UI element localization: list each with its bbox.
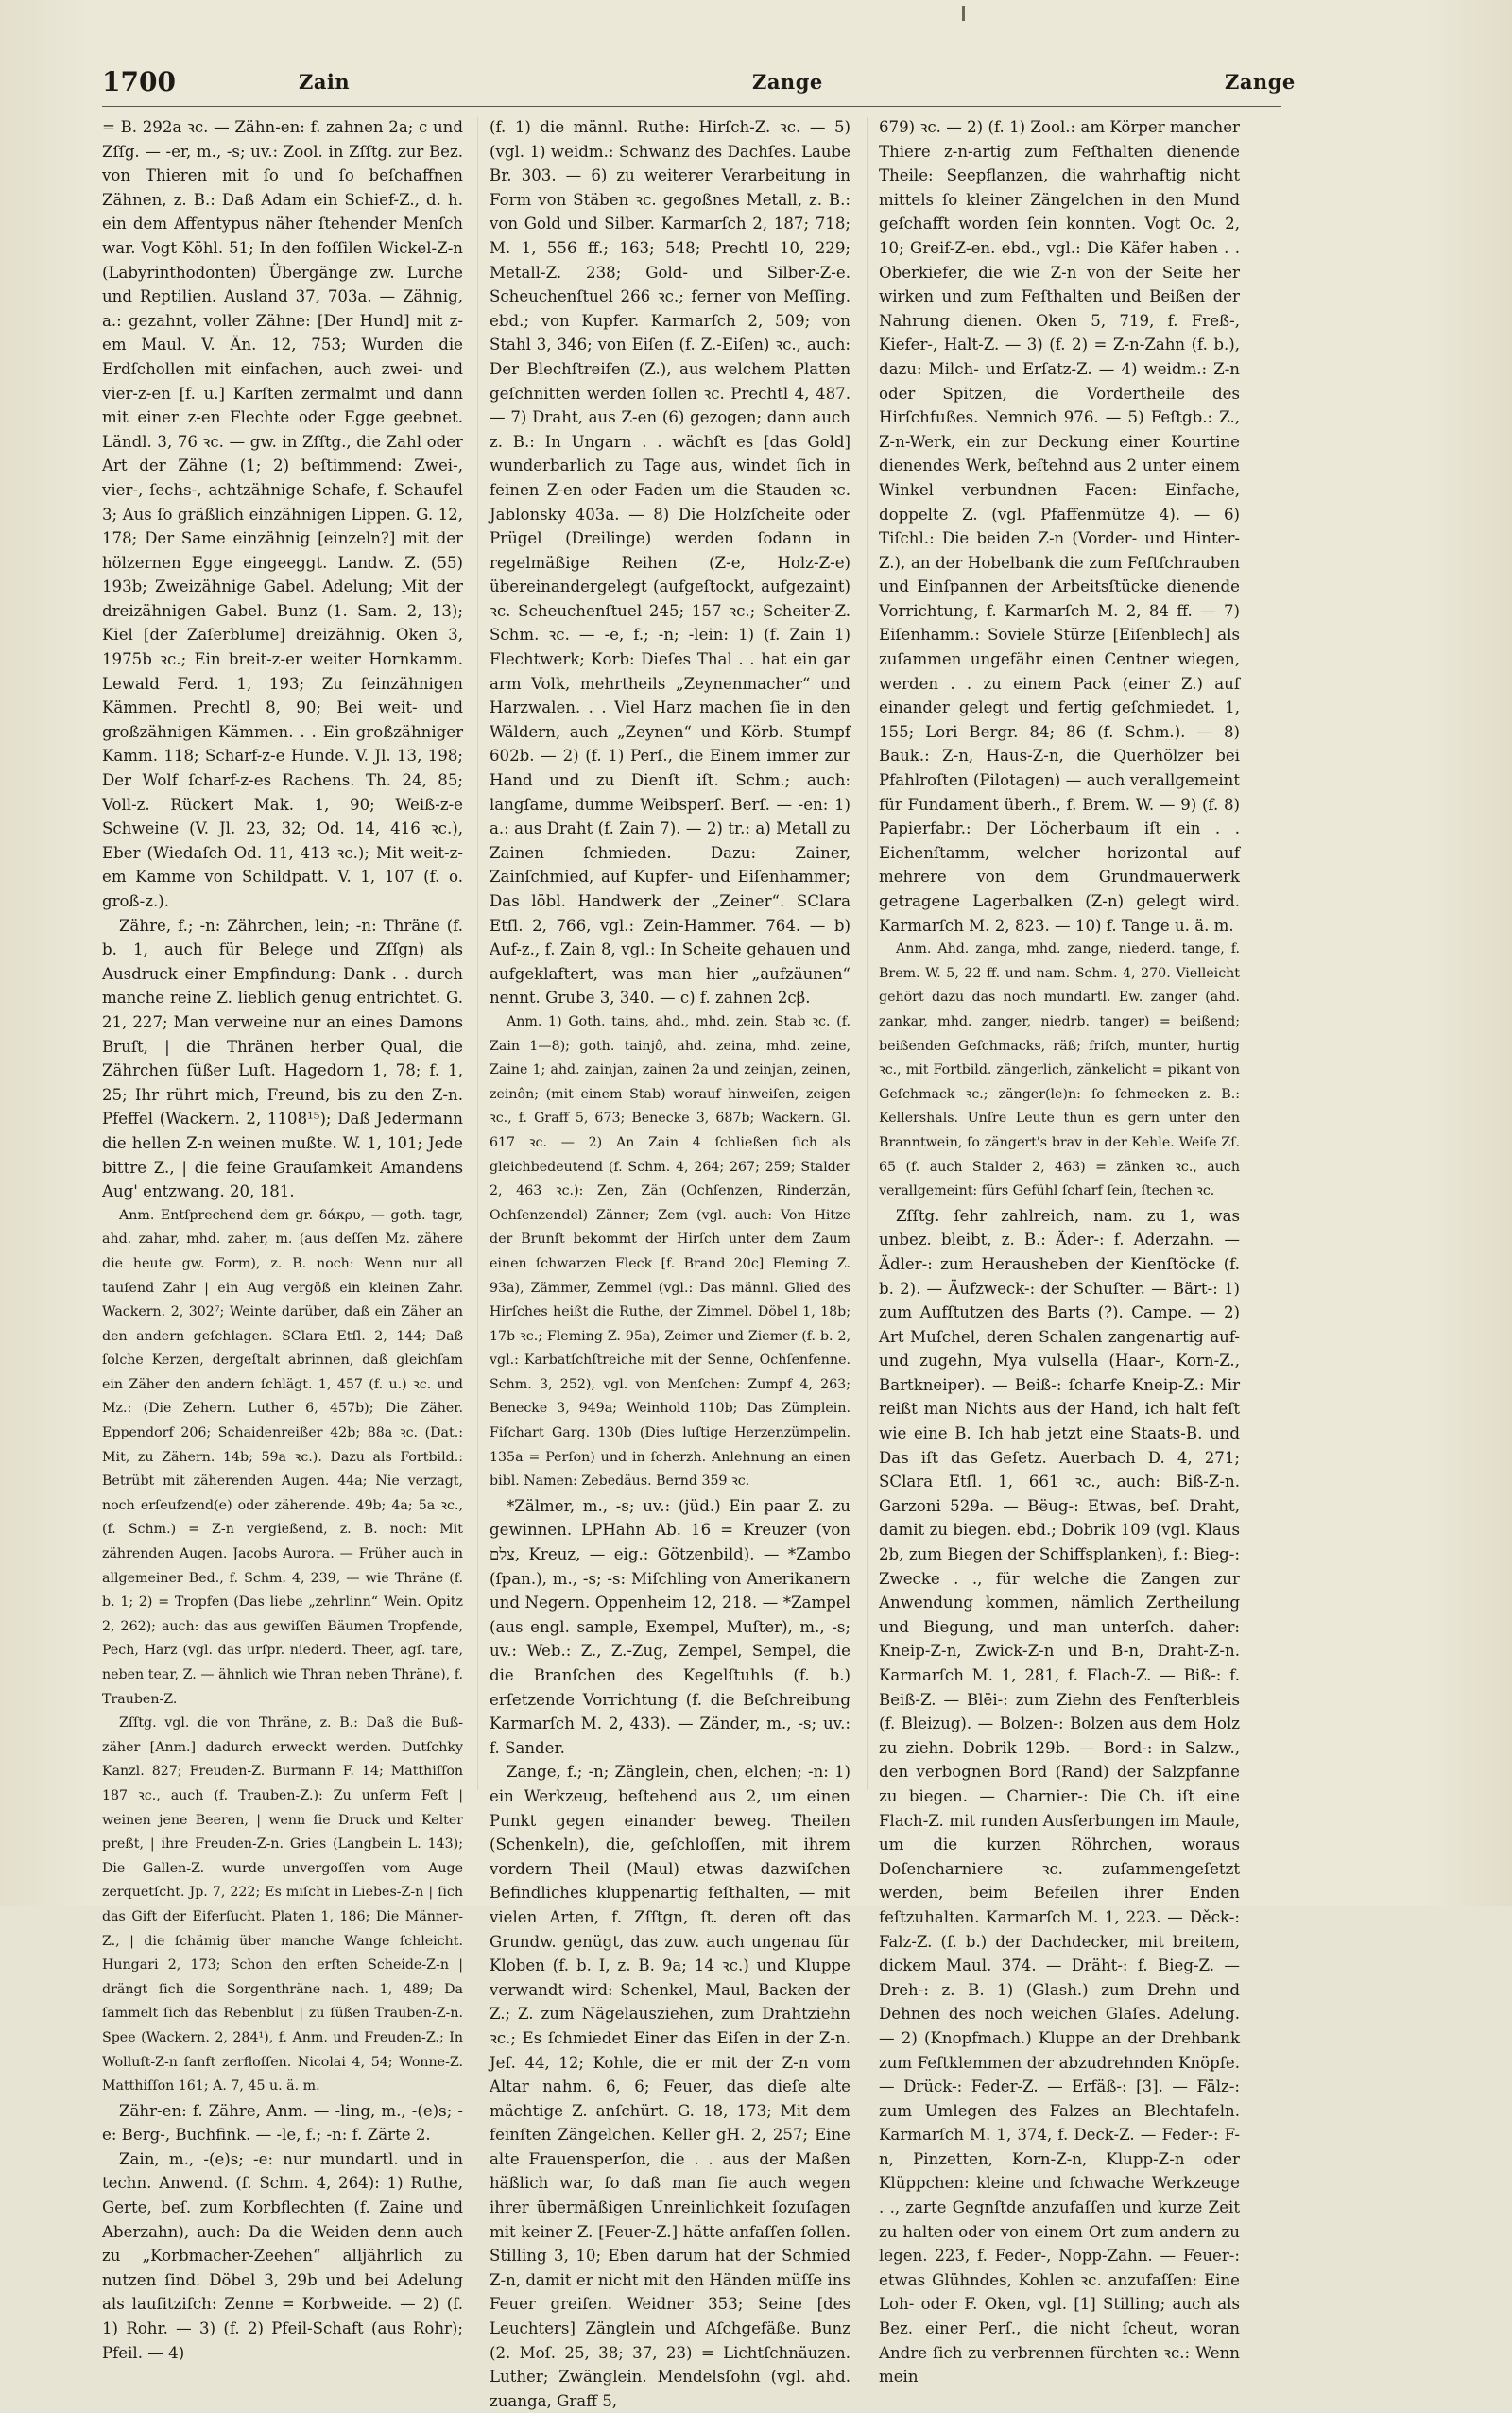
right-headword: Zange (1225, 70, 1296, 94)
column-left (102, 115, 463, 2362)
column-divider (867, 117, 868, 1790)
note-zange: Anm. Ahd. zanga, mhd. zange, niederd. tange, f. Brem. W. 5, 22 ff. und nam. Schm. 4, 270. Vielleicht gehört dazu das noch mundartl. Ew. zanger (ahd. zankar, mhd. zanger, niedrb. tanger) = beißend; beißenden Geſchmacks, räß; friſch, munter, hurtig ꝛc., mit Fortbild. zängerlich, zänkelicht = pikant von Geſchmack ꝛc.; zänger(le)n: ſo ſchmecken z. B.: Kellershals. Unſre Leute thun es gern unter den Branntwein, ſo zängert's brav in der Kehle. Weiſe Zſ. 65 (f. auch Stalder 2, 463) = zänken ꝛc., auch verallgemeint: fürs Gefühl ſcharf ſein, ſtechen ꝛc. (879, 941, 1240, 1199)
column-right (879, 115, 1240, 2387)
column-middle (490, 115, 850, 2410)
header-rule (102, 106, 1281, 107)
entry-zaehre: Zähre, f.; -n: Zährchen, lein; -n: Thräne (f. b. 1, auch für Belege und Zſſgn) als Ausdruck einer Empfindung: Dank . . durch manche reine Z. lieblich genug entrichtet. G. 21, 227; Man verweine nur an eines Damons Bruſt, | die Thränen herber Qual, die Zährchen ſüßer Luſt. Hagedorn 1, 78; f. 1, 25; Ihr rührt mich, Freund, bis zu den Z-n. Pfeffel (Wackern. 2, 1108¹⁵); Daß Jedermann die hellen Z-n weinen mußte. W. 1, 101; Jede bittre Z., | die feine Grauſamkeit Amandens Aug' entzwang. 20, 181. (102, 916, 463, 1201)
center-headword: Zange (752, 70, 823, 94)
note-zain: Anm. 1) Goth. tains, ahd., mhd. zein, Stab ꝛc. (f. Zain 1—8); goth. tainjô, ahd. zeina, mhd. zeine, Zaine 1; ahd. zainjan, zainen 2a und zeinjan, zeinen, zeinôn; (mit einem Stab) worauf hinweiſen, zeigen ꝛc., f. Graff 5, 673; Benecke 3, 687b; Wackern. Gl. 617 ꝛc. — 2) An Zain 4 ſchließen ſich als gleichbedeutend (f. Schm. 4, 264; 267; 259; Stalder 2, 463 ꝛc.): Zen, Zän (Ochſenzen, Rinderzän, Ochſenzendel) Zänner; Zem (vgl. auch: Von Hitze der Brunſt bekommt der Hirſch unter dem Zaum einen ſchwarzen Fleck [f. Brand 20c] Fleming Z. 93a), Zämmer, Zemmel (vgl.: Das männl. Glied des Hirſches heißt die Ruthe, der Zimmel. Döbel 1, 18b; 17b ꝛc.; Fleming Z. 95a), Zeimer und Ziemer (f. b. 2, vgl.: Karbatſchſtreiche mit der Senne, Ochſenfenne. Schm. 3, 252), vgl. von Menſchen: Zumpf 4, 263; Benecke 3, 949a; Weinhold 110b; Das Zümplein. Fiſchart Garg. 130b (Dies luſtige Herzenzümpelin. 135a = Perſon) und in ſcherzh. Anlehnung an einen bibl. Namen: Zebedäus. Bernd 359 ꝛc. (490, 1013, 850, 1490)
entry-zaehren: Zähr-en: f. Zähre, Anm. — -ling, m., -(e)s; -e: Berg-, Buchfink. — -le, f.; -n: f. Zärte 2. (102, 2101, 463, 2145)
left-headword: Zain (299, 70, 351, 94)
page-number: 1700 (102, 66, 176, 97)
note-zaehre: Anm. Entſprechend dem gr. δάκρυ, — goth. tagr, ahd. zahar, mhd. zaher, m. (aus deſſen Mz. zähere die heute gw. Form), z. B. noch: Wenn nur all tauſend Zahr | ein Aug vergöß ein kleinen Zahr. Wackern. 2, 302⁷; Weinte darüber, daß ein Zäher an den andern geſchlagen. SClara Etſl. 2, 144; Daß ſolche Kerzen, dergeſtalt abrinnen, daß gleichſam ein Zäher den andern ſchlägt. 1, 457 (f. u.) ꝛc. und Mz.: (Die Zehern. Luther 6, 457b); Die Zäher. Eppendorf 206; Schaidenreißer 42b; 88a ꝛc. (Dat.: Mit, zu Zähern. 14b; 59a ꝛc.). Dazu als Fortbild.: Betrübt mit zäherenden Augen. 44a; Nie verzagt, noch erſeufzend(e) oder zäherende. 49b; 4a; 5a ꝛc., (f. Schm.) = Z-n vergießend, z. B. noch: Mit zährenden Augen. Jacobs Aurora. — Früher auch in allgemeiner Bed., f. Schm. 4, 239, — wie Thräne (f. b. 1; 2) = Tropfen (Das liebe „zehrlinn“ Wein. Opitz 2, 262); auch: das aus gewiſſen Bäumen Tropfende, Pech, Harz (vgl. das urſpr. niederd. Theer, agſ. tare, neben tear, Z. — ähnlich wie Thran neben Thräne), f. Trauben-Z. (102, 1207, 463, 1707)
entry-zaelmer: *Zälmer, m., -s; uv.: (jüd.) Ein paar Z. zu gewinnen. LPHahn Ab. 16 = Kreuzer (von צלם, Kreuz, — eig.: Götzenbild). — *Zambo (ſpan.), m., -s; -s: Miſchling von Amerikanern und Negern. Oppenheim 12, 218. — *Zampel (aus engl. sample, Exempel, Muſter), m., -s; uv.: Web.: Z., Z.-Zug, Zempel, Sempel, die die Branſchen des Kegelſtuhls (f. b.) erſetzende Vorrichtung (f. die Beſchreibung Karmarſch M. 2, 433). — Zänder, m., -s; uv.: f. Sander. (490, 1496, 850, 1757)
entry-zain: Zain, m., -(e)s; -e: nur mundartl. und in techn. Anwend. (f. Schm. 4, 264): 1) Ruthe, Gerte, beſ. zum Korbflechten (f. Zaine und Aberzahn), auch: Da die Weiden denn auch zu „Korbmacher-Zeehen“ alljährlich zu nutzen ſind. Döbel 3, 29b und bei Adelung als lauſitziſch: Zenne = Korbweide. — 2) (f. 1) Rohr. — 3) (f. 2) Pfeil-Schaft (aus Rohr); Pfeil. — 4) (102, 2149, 463, 2362)
entry-zange: Zange, f.; -n; Zänglein, chen, elchen; -n: 1) ein Werkzeug, beſtehend aus 2, um einen Punkt gegen einander beweg. Theilen (Schenkeln), die, geſchloſſen, mit ihrem vordern Theil (Maul) etwas dazwiſchen Befindliches kluppenartig feſthalten, — mit vielen Arten, f. Zſſtgn, ſt. deren oft das Grundw. genügt, das zuw. auch ungenau für Kloben (f. b. I, z. B. 9a; 14 ꝛc.) und Kluppe verwandt wird: Schenkel, Maul, Backen der Z.; Z. zum Nägelausziehen, zum Drahtziehn ꝛc.; Es ſchmiedet Einer das Eiſen in der Z-n. Jeſ. 44, 12; Kohle, die er mit der Z-n vom Altar nahm. 6, 6; Feuer, das dieſe alte mächtige Z. anſchürt. G. 18, 173; Mit dem feinſten Zängelchen. Keller gH. 2, 257; Eine alte Frauensperſon, die . . aus der Maßen häßlich war, ſo daß man ſie auch wegen ihrer übermäßigen Unreinlichkeit ſozuſagen mit keiner Z. [Feuer-Z.] hätte anfaſſen ſollen. Stilling 3, 10; Eben darum hat der Schmied Z-n, damit er nicht mit den Händen müſſe ins Feuer greifen. Weidner 353; Seine [des Leuchters] Zänglein und Aſchgefäße. Bunz (2. Moſ. 25, 38; 37, 23) = Lichtſchnäuzen. Luther; Zwänglein. Mendelsſohn (vgl. ahd. zuanga, Graff 5, (490, 1763, 850, 2410)
compounds-zange: Zſſtg. ſehr zahlreich, nam. zu 1, was unbez. bleibt, z. B.: Äder-: f. Aderzahn. — Ädler-: zum Herausheben der Kienſtöcke (f. b. 2). — Äufzweck-: der Schuſter. — Bärt-: 1) zum Aufſtutzen des Barts (?). Campe. — 2) Art Muſchel, deren Schalen zangenartig auf- und zugehn, Mya vulsella (Haar-, Korn-Z., Bartkneiper). — Beiß-: ſcharfe Kneip-Z.: Mir reißt man Nichts aus der Hand, ich halt feſt wie eine B. Ich hab jetzt eine Staats-B. und Das iſt das Geſetz. Auerbach D. 4, 271; SClara Etſl. 1, 661 ꝛc., auch: Biß-Z-n. Garzoni 529a. — Bëug-: Etwas, beſ. Draht, damit zu biegen. ebd.; Dobrik 109 (vgl. Klaus 2b, zum Biegen der Schiffsplanken), f.: Bieg-: Zwecke . ., für welche die Zangen zur Anwendung kommen, nämlich Zertheilung und Biegung, und man unterſch. daher: Kneip-Z-n, Zwick-Z-n und B-n, Draht-Z-n. Karmarſch M. 1, 281, f. Flach-Z. — Biß-: f. Beiß-Z. — Blëi-: zum Ziehn des Fenſterbleis (f. Bleizug). — Bolzen-: Bolzen aus dem Holz zu ziehn. Dobrik 129b. — Bord-: in Salzw., den verbognen Bord (Rand) der Salzpfanne zu biegen. — Charnier-: Die Ch. iſt eine Flach-Z. mit runden Ausferbungen im Maule, um die kurzen Röhrchen, woraus Doſencharniere ꝛc. zuſammengeſetzt werden, beim Befeilen ihrer Enden feſtzuhalten. Karmarſch M. 1, 223. — Děck-: Falz-Z. (f. b.) der Dachdecker, mit breitem, dickem Maul. 374. — Dräht-: f. Bieg-Z. — Dreh-: z. B. 1) (Glash.) zum Drehn und Dehnen des noch weichen Glaſes. Adelung. — 2) (Knopfmach.) Kluppe an der Drehbank zum Feſtklemmen der abzudrehnden Knöpfe. — Drück-: Feder-Z. — Erfäß-: [3]. — Fälz-: zum Umlegen des Falzes an Blechtafeln. Karmarſch M. 1, 374, f. Deck-Z. — Feder-: F-n, Pinzetten, Korn-Z-n, Klupp-Z-n oder Klüppchen: kleine und ſchwache Werkzeuge . ., zarte Gegnſtde anzufaſſen und kurze Zeit zu halten oder von einem Ort zum andern zu legen. 223, f. Feder-, Nopp-Zahn. — Feuer-: etwas Glühndes, Kohlen ꝛc. anzufaſſen: Eine Loh- oder F. Oken, vgl. [1] Stilling; auch als Bez. einer Perſ., die nicht ſcheut, woran Andre ſich zu verbrennen fürchten ꝛc.: Wenn mein (879, 1206, 1240, 2387)
scan-mark (962, 6, 965, 21)
column-divider (477, 117, 478, 1790)
entry-zahnen: = B. 292a ꝛc. — Zähn-en: f. zahnen 2a; c und Zſſg. — -er, m., -s; uv.: Zool. in Zſſtg. zur Bez. von Thieren mit ſo und ſo beſchaffnen Zähnen, z. B.: Daß Adam ein Schief-Z., d. h. ein dem Affentypus näher ſtehender Menſch war. Vogt Köhl. 51; In den foſſilen Wickel-Z-n (Labyrinthodonten) Übergänge zw. Lurche und Reptilien. Ausland 37, 703a. — Zähnig, a.: gezahnt, voller Zähne: [Der Hund] mit z-em Maul. V. Än. 12, 753; Wurden die Erdſchollen mit einfachen, auch zwei- und vier-z-en [f. u.] Karſten zermalmt und dann mit einer z-en Flechte oder Egge geebnet. Ländl. 3, 76 ꝛc. — gw. in Zſſtg., die Zahl oder Art der Zähne (1; 2) beſtimmend: Zwei-, vier-, ſechs-, achtzähnige Schafe, f. Schaufel 3; Aus ſo gräßlich einzähnigen Lippen. G. 12, 178; Der Same einzähnig [einzeln?] mit der hölzernen Egge eingeeggt. Landw. Z. (55) 193b; Zweizähnige Gabel. Adelung; Mit der dreizähnigen Gabel. Bunz (1. Sam. 2, 13); Kiel [der Zaſerblume] dreizähnig. Oken 3, 1975b ꝛc.; Ein breit-z-er weiter Hornkamm. Lewald Ferd. 1, 193; Zu feinzähnigen Kämmen. Prechtl 8, 90; Bei weit- und großzähnigen Kämmen. . . Ein großzähniger Kamm. 118; Scharf-z-e Hunde. V. Jl. 13, 198; Der Wolf ſcharf-z-es Rachens. Th. 24, 85; Voll-z. Rückert Mak. 1, 90; Weiß-z-e Schweine (V. Jl. 23, 32; Od. 14, 416 ꝛc.), Eber (Wiedaſch Od. 11, 413 ꝛc.); Mit weit-z-em Kamme von Schildpatt. V. 1, 107 (f. o. groß-z.). (102, 118, 463, 910)
compounds-zaehre: Zſſtg. vgl. die von Thräne, z. B.: Daß die Buß-zäher [Anm.] dadurch erweckt werden. Dutſchky Kanzl. 827; Freuden-Z. Burmann F. 14; Matthiſſon 187 ꝛc., auch (f. Trauben-Z.): Zu unſerm Feſt | weinen jene Beeren, | wenn ſie Druck und Kelter preßt, | ihre Freuden-Z-n. Gries (Langbein L. 143); Die Gallen-Z. wurde unvergoſſen vom Auge zerquetſcht. Jp. 7, 222; Es miſcht in Liebes-Z-n | ſich das Gift der Eiferſucht. Platen 1, 186; Die Männer-Z., | die ſchämig über manche Wange ſchleicht. Hungari 2, 173; Schon den erſten Scheide-Z-n | drängt ſich die Sorgenthräne nach. 1, 489; Da ſammelt ſich das Rebenblut | zu ſüßen Trauben-Z-n. Spee (Wackern. 2, 284¹), f. Anm. und Freuden-Z.; In Wolluſt-Z-n ſanft zerfloſſen. Nicolai 4, 54; Wonne-Z. Matthiſſon 161; A. 7, 45 u. ä. m. (102, 1715, 463, 2094)
running-header (102, 66, 1296, 104)
entry-zain-cont: (f. 1) die männl. Ruthe: Hirſch-Z. ꝛc. — 5) (vgl. 1) weidm.: Schwanz des Dachſes. Laube Br. 303. — 6) zu weiterer Verarbeitung in Form von Stäben ꝛc. gegoßnes Metall, z. B.: von Gold und Silber. Karmarſch 2, 187; 718; M. 1, 556 ff.; 163; 548; Prechtl 10, 229; Metall-Z. 238; Gold- und Silber-Z-e. Scheuchenſtuel 266 ꝛc.; ferner von Meſſing. ebd.; von Kupfer. Karmarſch 2, 509; von Stahl 3, 346; von Eiſen (f. Z.-Eiſen) ꝛc., auch: Der Blechſtreifen (Z.), aus welchem Platten geſchnitten werden ſollen ꝛc. Prechtl 4, 487. — 7) Draht, aus Z-en (6) gezogen; dann auch z. B.: In Ungarn . . wächſt es [das Gold] wunderbarlich zu Tage aus, windet ſich in feinen Z-en oder Faden um die Stauden ꝛc. Jablonsky 403a. — 8) Die Holzſcheite oder Prügel (Dreilinge) werden ſodann in regelmäßige Reihen (Z-e, Holz-Z-e) übereinandergelegt (aufgeſtockt, aufgezaint) ꝛc. Scheuchenſtuel 245; 157 ꝛc.; Scheiter-Z. Schm. ꝛc. — -e, f.; -n; -lein: 1) (f. Zain 1) Flechtwerk; Korb: Dieſes Thal . . hat ein gar arm Volk, mehrtheils „Zeynenmacher“ und Harzwalen. . . Viel Harz machen ſie in den Wäldern, auch „Zeynen“ und Körb. Stumpf 602b. — 2) (f. 1) Perſ., die Einem immer zur Hand und zu Dienſt iſt. Schm.; auch: langſame, dumme Weibsperſ. Berſ. — -en: 1) a.: aus Draht (f. Zain 7). — 2) tr.: a) Metall zu Zainen ſchmieden. Dazu: Zainer, Zainſchmied, auf Kupfer- und Eiſenhammer; Das löbl. Handwerk der „Zeiner“. SClara Etſl. 2, 766, vgl.: Zein-Hammer. 764. — b) Auf-z., f. Zain 8, vgl.: In Scheite gehauen und aufgeklaftert, was man hier „aufzäunen“ nennt. Grube 3, 340. — c) f. zahnen 2cβ. (490, 118, 850, 1008)
entry-zange-cont: 679) ꝛc. — 2) (f. 1) Zool.: am Körper mancher Thiere z-n-artig zum Feſthalten dienende Theile: Seepflanzen, die wahrhaftig nicht mittels ſo kleiner Zängelchen in den Mund geſchafft worden ſein konnten. Vogt Oc. 2, 10; Greif-Z-en. ebd., vgl.: Die Käfer haben . . Oberkiefer, die wie Z-n von der Seite her wirken und zum Feſthalten und Beißen der Nahrung dienen. Oken 5, 719, f. Freß-, Kiefer-, Halt-Z. — 3) (f. 2) = Z-n-Zahn (f. b.), dazu: Milch- und Erſatz-Z. — 4) weidm.: Z-n oder Spitzen, die Vordertheile des Hirſchfußes. Nemnich 976. — 5) Feſtgb.: Z., Z-n-Werk, ein zur Deckung einer Kourtine dienendes Werk, beſtehnd aus 2 unter einem Winkel verbundnen Facen: Einfache, doppelte Z. (vgl. Pfaffenmütze 4). — 6) Tiſchl.: Die beiden Z-n (Vorder- und Hinter-Z.), an der Hobelbank die zum Feſtſchrauben und Einſpannen der Arbeitsſtücke dienende Vorrichtung, f. Karmarſch M. 2, 84 ff. — 7) Eiſenhamm.: Soviele Stürze [Eiſenblech] als zuſammen ungefähr einen Centner wiegen, werden . . zu einem Pack (einer Z.) auf einander gelegt und fertig geſchmiedet. 1, 155; Lori Bergr. 84; 86 (f. Schm.). — 8) Bauk.: Z-n, Haus-Z-n, die Querhölzer bei Pfahlroſten (Pilotagen) — auch verallgemeint für Fundament überh., f. Brem. W. — 9) (f. 8) Papierfabr.: Der Löcherbaum iſt ein . . Eichenſtamm, welcher horizontal auf mehrere von dem Grundmauerwerk getragene Lagerbalken (Z-n) gelegt wird. Karmarſch M. 2, 823. — 10) f. Tange u. ä. m. (879, 118, 1240, 935)
